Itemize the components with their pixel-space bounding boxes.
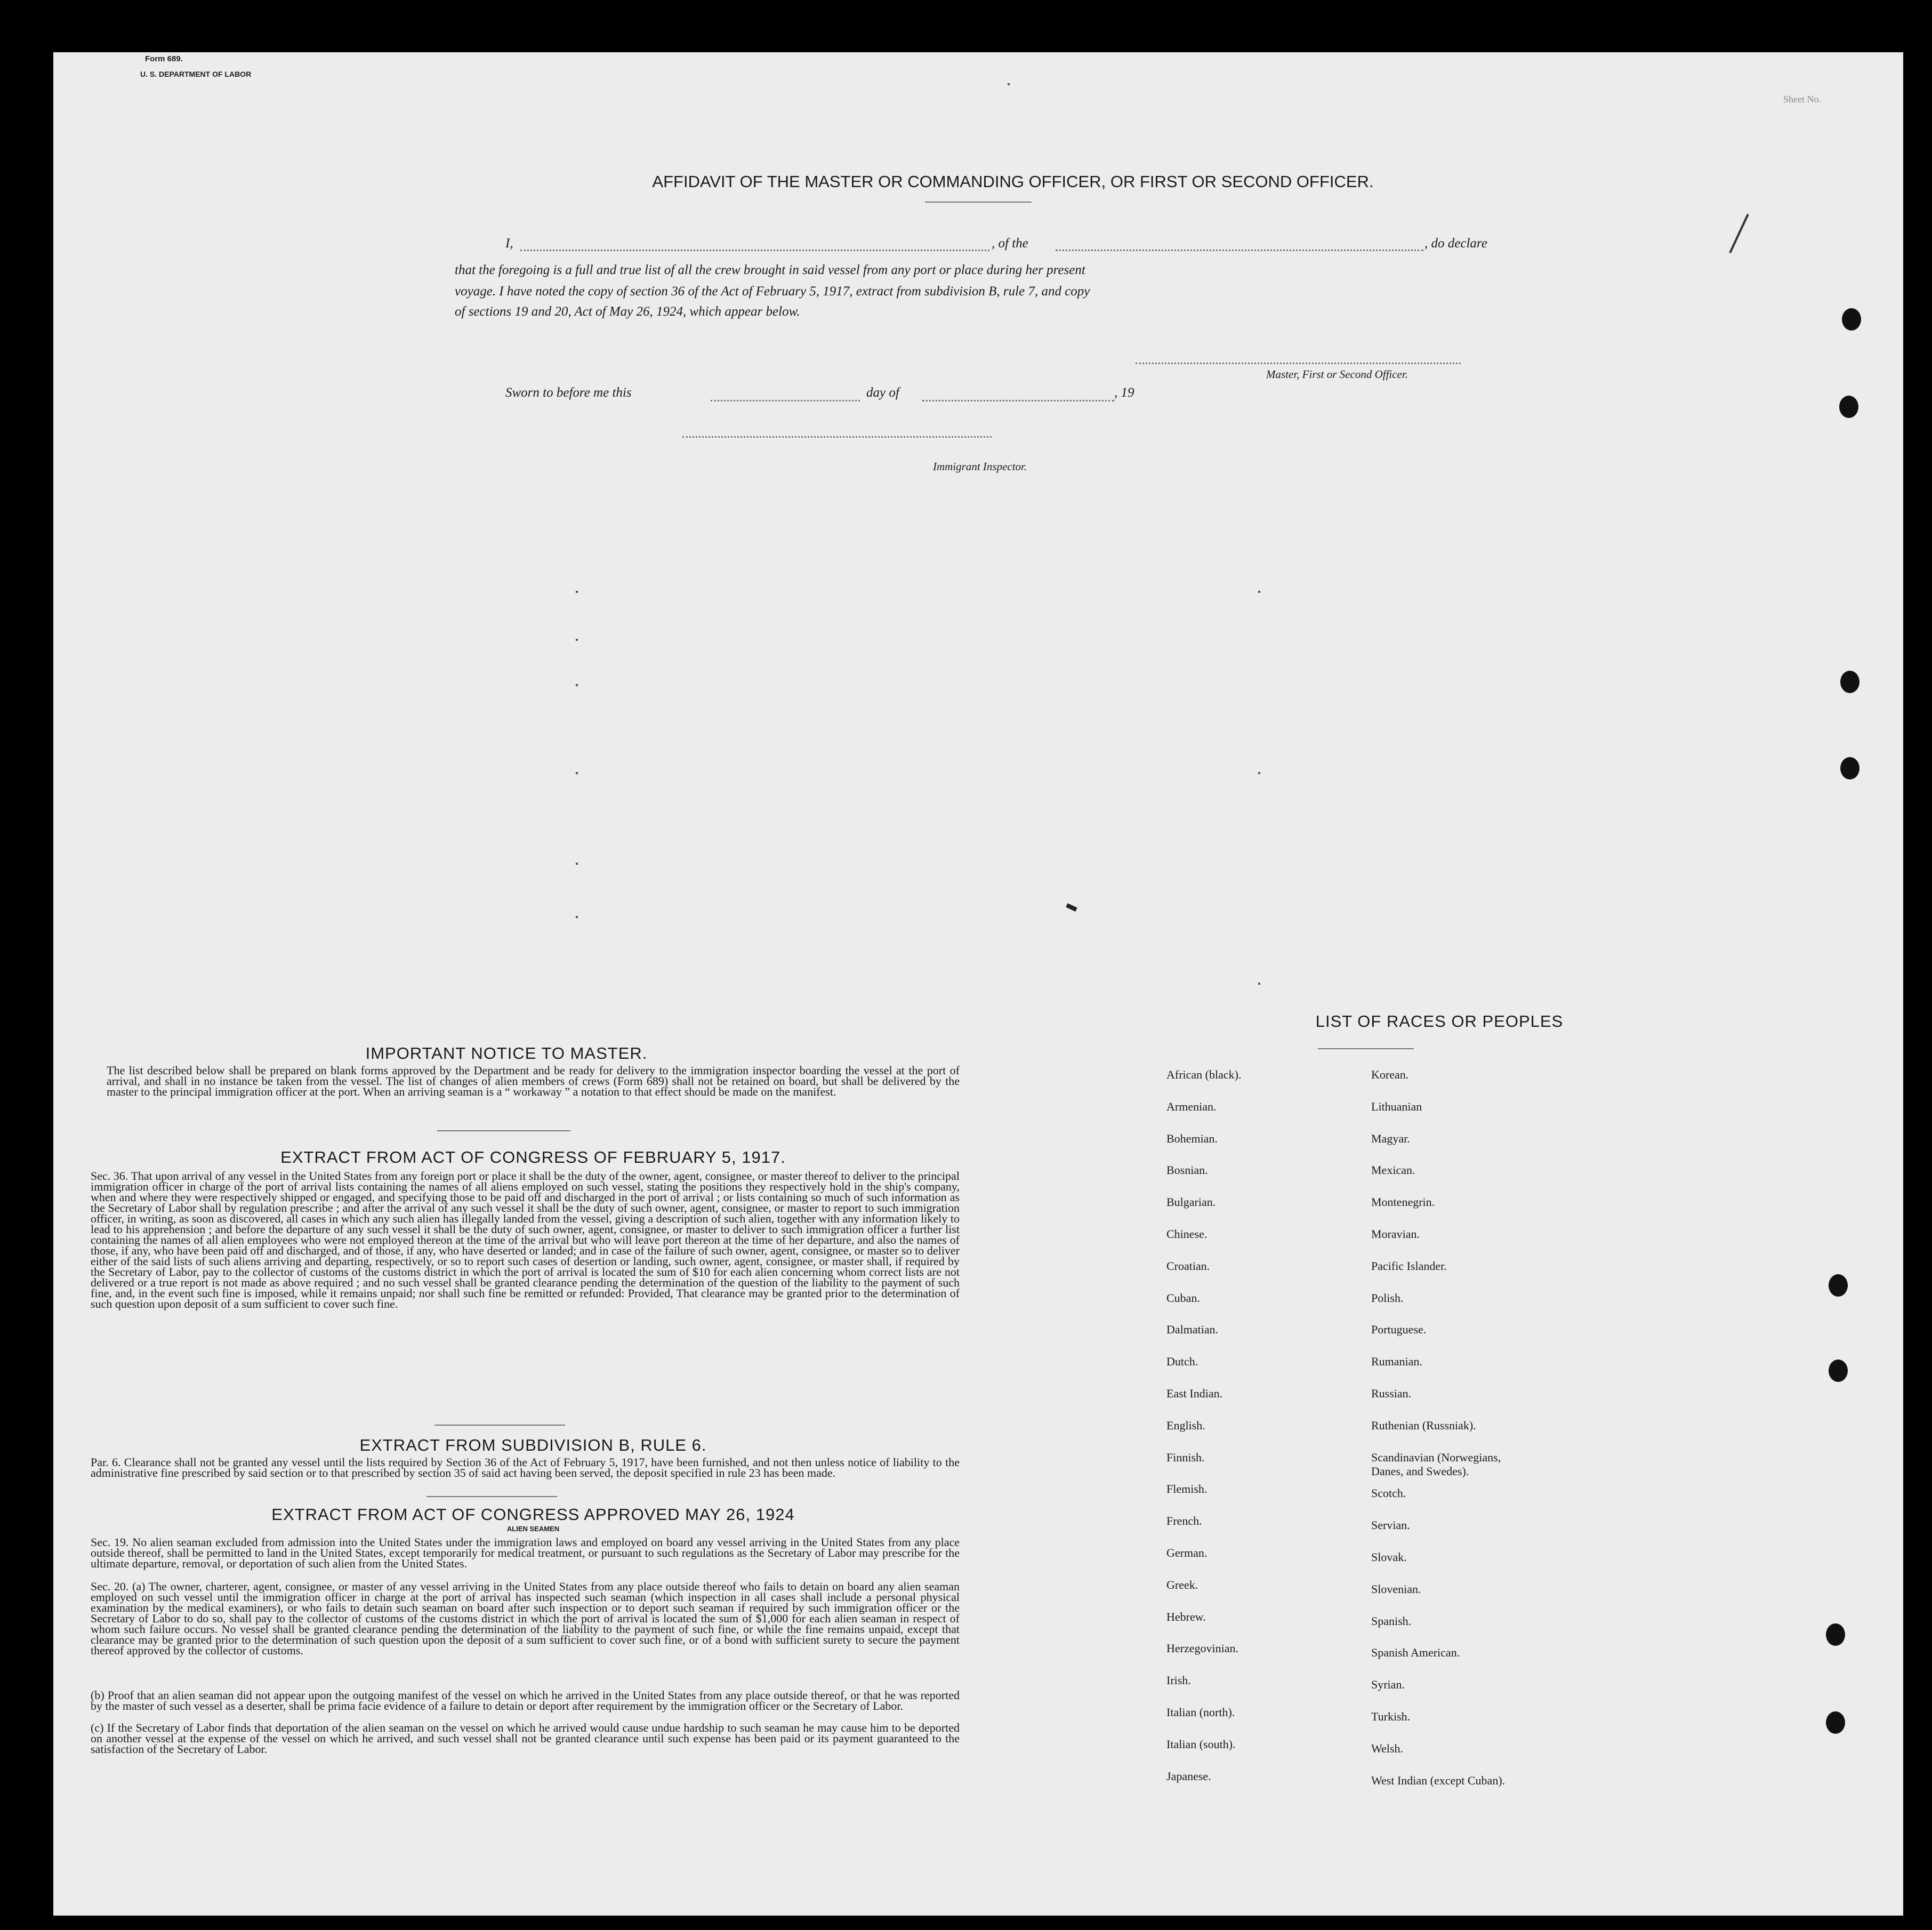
rule-6-divider [426,1496,557,1497]
punch-hole [1829,1360,1848,1382]
section-20c-text: (c) If the Secretary of Labor finds that deportation of the alien seaman on the vessel on which he arrived would cause undue hardship to such seaman he may cause him to be deported on another vessel at the expense of the vessel on which he arrived, and such vessel shall not be granted clearance until such expense has been paid or its payment guaranteed to the satisfaction of the Secretary of Labor. [91,1723,960,1756]
print-speck [576,863,578,865]
print-speck [1258,983,1260,985]
affidavit-title: AFFIDAVIT OF THE MASTER OR COMMANDING OFFICER, OR FIRST OR SECOND OFFICER. [652,172,1374,191]
sworn-day-line[interactable] [711,400,860,401]
punch-hole [1826,1711,1845,1734]
document-sheet [53,52,1903,1916]
race-item: Servian. [1371,1518,1410,1532]
race-item: Dutch. [1166,1355,1198,1369]
corner-sheet-number: Sheet No. [1783,94,1821,104]
race-item: Magyar. [1371,1131,1410,1145]
race-item: Croatian. [1166,1259,1210,1273]
punch-hole [1839,396,1858,418]
race-item: Montenegrin. [1371,1195,1435,1209]
race-item: Slovenian. [1371,1582,1421,1596]
print-speck [576,916,578,918]
punch-hole [1842,308,1861,331]
vessel-prefix: , of the [992,236,1028,251]
race-item: African (black). [1166,1068,1242,1081]
race-item: Spanish. [1371,1614,1412,1628]
ink-mark [1066,903,1077,912]
master-signature-label: Master, First or Second Officer. [1266,368,1408,381]
print-speck [576,639,578,641]
form-number: Form 689. [145,54,183,63]
print-speck [1258,772,1260,774]
section-20b-text: (b) Proof that an alien seaman did not appear upon the outgoing manifest of the vessel on which he arrived in the United States from any place outside thereof, or that he was reported by the master of such vessel as a deserter, shall be prima facie evidence of a failure to detain or deport after requirement by the immigration officer or the Secretary of Labor. [91,1690,960,1712]
race-item: Scotch. [1371,1486,1406,1500]
day-of-label: day of [866,385,899,400]
race-item: Polish. [1371,1291,1404,1305]
race-item: Korean. [1371,1068,1409,1081]
inspector-signature-label: Immigrant Inspector. [933,460,1027,473]
sworn-label: Sworn to before me this [505,385,632,400]
race-item: Chinese. [1166,1227,1207,1241]
declarant-name-line[interactable] [520,250,989,251]
sworn-month-line[interactable] [922,400,1114,401]
extract-1917-divider [434,1425,565,1426]
race-item: Syrian. [1371,1678,1405,1692]
races-divider [1318,1048,1414,1049]
affidavit-line-2: voyage. I have noted the copy of section 36 of the Act of February 5, 1917, extract from subdivision B, rule 7, and copy [455,284,1090,299]
race-item: Flemish. [1166,1482,1207,1496]
inspector-signature-line[interactable] [682,436,992,438]
year-label: , 19 [1114,385,1134,400]
extract-1917-title: EXTRACT FROM ACT OF CONGRESS OF FEBRUARY 5, 1917. [280,1148,786,1167]
race-item: Bohemian. [1166,1131,1218,1145]
extract-1917-body: Sec. 36. That upon arrival of any vessel in the United States from any foreign port or place it shall be the duty of the owner, agent, consignee, or master thereof to deliver to the principal immigration officer in charge of the port of arrival lists containing the names of all aliens employed on such vessel, stating the positions they respectively hold in the ship's company, when and where they were respectively shipped or engaged, and specifying those to be paid off and discharged in the port of arrival ; or lists containing so much of such information as the Secretary of Labor shall by regulation prescribe ; and after the arrival of any such vessel it shall be the duty of such owner, agent, consignee, or master to report to such immigration officer, in writing, as soon as discovered, all cases in which any such alien has illegally landed from the vessel, giving a description of such alien, together with any information likely to lead to his apprehension ; and before the departure of any such vessel it shall be the duty of such owner, agent, consignee, or master to deliver to such immigration officer a further list containing the names of all alien employees who were not employed thereon at the time of the arrival but who will leave port thereon at the time of her departure, and also the names of those, if any, who have been paid off and discharged, and of those, if any, who have deserted or landed; and in case of the failure of such owner, agent, consignee, or master so to deliver either of the said lists of such aliens arriving and departing, respectively, or so to report such cases of desertion or landing, such owner, agent, consignee, or master shall, if required by the Secretary of Labor, pay to the collector of customs of the customs district in which the port of arrival is located the sum of $10 for each alien concerning whom correct lists are not delivered or a true report is not made as above required ; and no such vessel shall be granted clearance pending the determination of the question of the liability to the payment of such fine, and, in the event such fine is imposed, while it remains unpaid; nor shall such fine be remitted or refunded: Provided, That clearance may be granted prior to the determination of such question upon deposit of a sum sufficient to cover such fine. [91,1171,960,1310]
race-item: Herzegovinian. [1166,1642,1238,1655]
race-item: Turkish. [1371,1710,1411,1723]
race-item: Cuban. [1166,1291,1200,1305]
race-item: Armenian. [1166,1099,1217,1113]
race-item: Lithuanian [1371,1099,1422,1113]
extract-1924-title: EXTRACT FROM ACT OF CONGRESS APPROVED MAY 26, 1924 [271,1505,795,1524]
race-item: Bosnian. [1166,1163,1208,1177]
race-item: East Indian. [1166,1387,1223,1400]
punch-hole [1829,1274,1848,1297]
race-item: Moravian. [1371,1227,1420,1241]
notice-divider [437,1130,570,1131]
print-speck [576,772,578,774]
extract-1924-subtitle: ALIEN SEAMEN [506,1525,560,1533]
race-item: Slovak. [1371,1550,1407,1564]
declarant-prefix: I, [505,236,513,251]
title-divider [925,202,1032,203]
punch-hole [1826,1623,1845,1646]
races-title: LIST OF RACES OR PEOPLES [1315,1012,1564,1031]
notice-body: The list described below shall be prepared on blank forms approved by the Department and be ready for delivery to the immigration inspector boarding the vessel at the port of arrival, and shall in no instance be taken from the vessel. The list of changes of alien members of crews (Form 689) shall not be retained on board, but shall be delivered by the master to the principal immigration officer at the port. When an arriving seaman is a “ workaway ” a notation to that effect should be made on the manifest. [107,1065,960,1098]
race-item: Rumanian. [1371,1355,1422,1369]
race-item: Russian. [1371,1387,1412,1400]
print-speck [1258,591,1260,593]
race-item: Japanese. [1166,1769,1211,1783]
rule-6-title: EXTRACT FROM SUBDIVISION B, RULE 6. [359,1436,707,1454]
declare-suffix: , do declare [1424,236,1487,251]
affidavit-line-1: that the foregoing is a full and true list of all the crew brought in said vessel from any port or place during her present [455,263,1085,277]
race-item: Irish. [1166,1674,1191,1687]
race-item: Mexican. [1371,1163,1415,1177]
race-item: Pacific Islander. [1371,1259,1447,1273]
race-item: Italian (south). [1166,1737,1236,1751]
punch-hole [1840,757,1859,779]
print-speck [576,591,578,593]
punch-hole [1840,671,1859,693]
rule-6-body: Par. 6. Clearance shall not be granted any vessel until the lists required by Section 36 of the Act of February 5, 1917, have been furnished, and not then unless notice of liability to the administrative fine prescribed by said section or to that prescribed by section 35 of said act having been served, the deposit specified in rule 23 has been made. [91,1457,960,1479]
race-item: German. [1166,1546,1207,1559]
master-signature-line[interactable] [1136,363,1461,364]
department-name: U. S. DEPARTMENT OF LABOR [140,70,252,78]
race-item: Ruthenian (Russniak). [1371,1418,1476,1432]
race-item: English. [1166,1418,1205,1432]
race-item: French. [1166,1514,1202,1528]
race-item: Welsh. [1371,1741,1403,1755]
notice-title: IMPORTANT NOTICE TO MASTER. [365,1044,648,1063]
race-item: Bulgarian. [1166,1195,1216,1209]
race-item: Finnish. [1166,1450,1205,1464]
vessel-name-line[interactable] [1056,250,1423,251]
section-19-text: Sec. 19. No alien seaman excluded from admission into the United States under the immigration laws and employed on board any vessel arriving in the United States from any place outside thereof, shall be permitted to land in the United States, except temporarily for medical treatment, or pursuant to such regulations as the Secretary of Labor may prescribe for the ultimate departure, removal, or deportation of such alien from the United States. [91,1537,960,1570]
print-speck [1008,83,1010,85]
race-item: Hebrew. [1166,1610,1206,1623]
race-item: Portuguese. [1371,1323,1427,1337]
race-item: Greek. [1166,1578,1198,1591]
section-20a-text: Sec. 20. (a) The owner, charterer, agent, consignee, or master of any vessel arriving in the United States from any place outside thereof who fails to detain on board any alien seaman employed on such vessel until the immigration officer in charge at the port of arrival has inspected such seaman (which inspection in all cases shall include a personal physical examination by the medical examiners), or who fails to detain such seaman on board after such inspection or to deport such seaman if required by such immigration officer or the Secretary of Labor to do so, shall pay to the collector of customs of the customs district in which the port of arrival is located the sum of $1,000 for each alien seaman in respect of whom such failure occurs. No vessel shall be granted clearance pending the determination of the liability to the payment of such fine, or while the fine remains unpaid, except that clearance may be granted prior to the determination of such question upon the deposit of a sum sufficient to cover such fine, or of a bond with sufficient surety to secure the payment thereof approved by the collector of customs. [91,1581,960,1657]
race-item: Scandinavian (Norwegians, Danes, and Swedes). [1371,1450,1501,1478]
race-item: Italian (north). [1166,1706,1235,1719]
affidavit-line-3: of sections 19 and 20, Act of May 26, 1924, which appear below. [455,304,800,319]
race-item: Dalmatian. [1166,1323,1219,1337]
print-speck [576,684,578,686]
pencil-mark [1729,214,1749,253]
race-item: West Indian (except Cuban). [1371,1773,1506,1787]
race-item: Spanish American. [1371,1646,1460,1660]
